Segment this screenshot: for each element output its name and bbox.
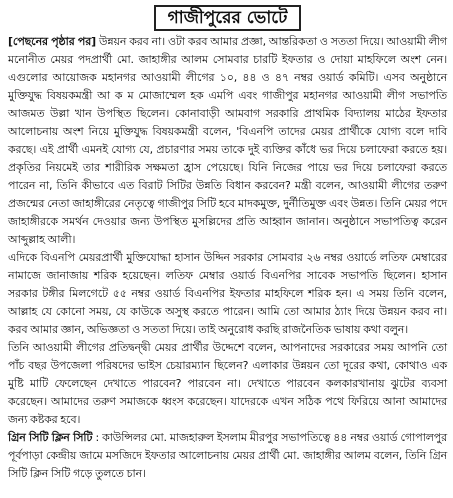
paragraph-4 [8, 429, 447, 483]
paragraph-1-text: উন্নয়ন করব না। ওটা করব আমার প্রজ্ঞা, আন্তরিকতা ও সততা দিয়ে। আওয়ামী লীগ মনোনীত মেয়র পদপ্রার্থী মো. জাহাঙ্গীর আলম সোমবার চারটি ইফতার ও দোয়া মাহফিলে অংশ নেন। এগুলোর আয়োজক মহানগর আওয়ামী লীগের ১০, ৪৪ ও ৪৭ নম্বর ওয়ার্ড কমিটি। এসব অনুষ্ঠানে মুক্তিযুদ্ধ বিষয়কমন্ত্রী আ ক ম মোজাম্মেল হক এমপি এবং গাজীপুর মহানগর আওয়ামী লীগ সভাপতি আজমত উল্লা খান উপস্থিত ছিলেন। কোনাবাড়ী আমবাগ সরকারি প্রাথমিক বিদ্যালয় মাঠের ইফতার আলোচনায় অংশ নিয়ে মুক্তিযুদ্ধ বিষয়কমন্ত্রী বলেন, 'বিএনপি তাদের মেয়র প্রার্থীকে যোগ্য বলে দাবি করছে। এই প্রার্থী এমনই যোগ্য যে, প্রচারণার সময় তাকে দুই ব্যক্তির কাঁধে ভর দিয়ে চলাফেরা করতে হয়। প্রকৃতির নিয়মেই তার শারীরিক সক্ষমতা হ্রাস পেয়েছে। যিনি নিজের পায়ে ভর দিয়ে চলাফেরা করতে পারেন না, তিনি কীভাবে এত বিরাট সিটির উন্নতি বিধান করবেন? মন্ত্রী বলেন, আওয়ামী লীগের তরুণ প্রজন্মের নেতা জাহাঙ্গীরের নেতৃত্বে গাজীপুর সিটি হবে মাদকমুক্ত, দুর্নীতিমুক্ত এবং উন্নত। তিনি মেয়র পদে জাহাঙ্গীরকে সমর্থন দেওয়ার জন্য উপস্থিত মুসল্লিদের প্রতি আহ্বান জানান। অনুষ্ঠানে সভাপতিত্ব করেন আব্দুল্লাহ আলী। [8, 35, 447, 246]
headline-container [8, 0, 447, 30]
paragraph-2: এদিকে বিএনপি মেয়রপ্রার্থী মুক্তিযোদ্ধা হাসান উদ্দিন সরকার সোমবার ২৬ নম্বর ওয়ার্ডে লতিফ মেম্বারের নামাজে জানাজায় শরিক হয়েছেন। লতিফ মেম্বার ওয়ার্ড বিএনপির সাবেক সভাপতি ছিলেন। হাসান সরকার টঙ্গীর মিলগেটে ৫৫ নম্বর ওয়ার্ড বিএনপির ইফতার মাহফিলে শরিক হন। এ সময় তিনি বলেন, আল্লাহ যে কোনো সময়, যে কাউকে অসুস্থ করতে পারেন। আমি তো আমার ঠ্যাং দিয়ে উন্নয়ন করব না। করব আমার জ্ঞান, অভিজ্ঞতা ও সততা দিয়ে। তাই অনুরোধ করছি রাজনৈতিক ভাষায় কথা বলুন। [8, 251, 447, 336]
article-body [8, 33, 447, 483]
paragraph-1 [8, 33, 447, 249]
subheading: গ্রিন সিটি ক্লিন সিটি [8, 431, 93, 444]
headline: গাজীপুরের ভোটে [154, 5, 302, 31]
paragraph-4-text: : কাউন্সিলর মো. মাজহারুল ইসলাম মীরপুর সভাপতিত্বে ৪৪ নম্বর ওয়ার্ড গোপালপুর পূর্বপাড়া কেন্দ্রীয় জামে মসজিদে ইফতার আলোচনায় মেয়র প্রার্থী মো. জাহাঙ্গীর আলম বলেন, তিনি গ্রিন সিটি ক্লিন সিটি গড়ে তুলতে চান। [8, 431, 447, 480]
paragraph-3: তিনি আওয়ামী লীগের প্রতিদ্বন্দ্বী মেয়র প্রার্থীর উদ্দেশে বলেন, আপনাদের সরকারের সময় আপনি তো পাঁচ বছর উপজেলা পরিষদের ভাইস চেয়ারম্যান ছিলেন? এলাকার উন্নয়ন তো দূরের কথা, কোথাও এক মুষ্টি মাটি ফেলেছেন দেখাতে পারবেন? পারবেন না। দেখাতে পারবেন কলকারখানায় ঝুটের ব্যবসা করেছেন। আমাদের তরুণ সমাজকে ধ্বংস করেছেন। যাদেরকে এখন সঠিক পথে ফিরিয়ে আনা আমাদের জন্য কষ্টকর হবে। [8, 341, 447, 426]
continuation-tag: [পেছনের পৃষ্ঠার পর] [8, 35, 97, 48]
